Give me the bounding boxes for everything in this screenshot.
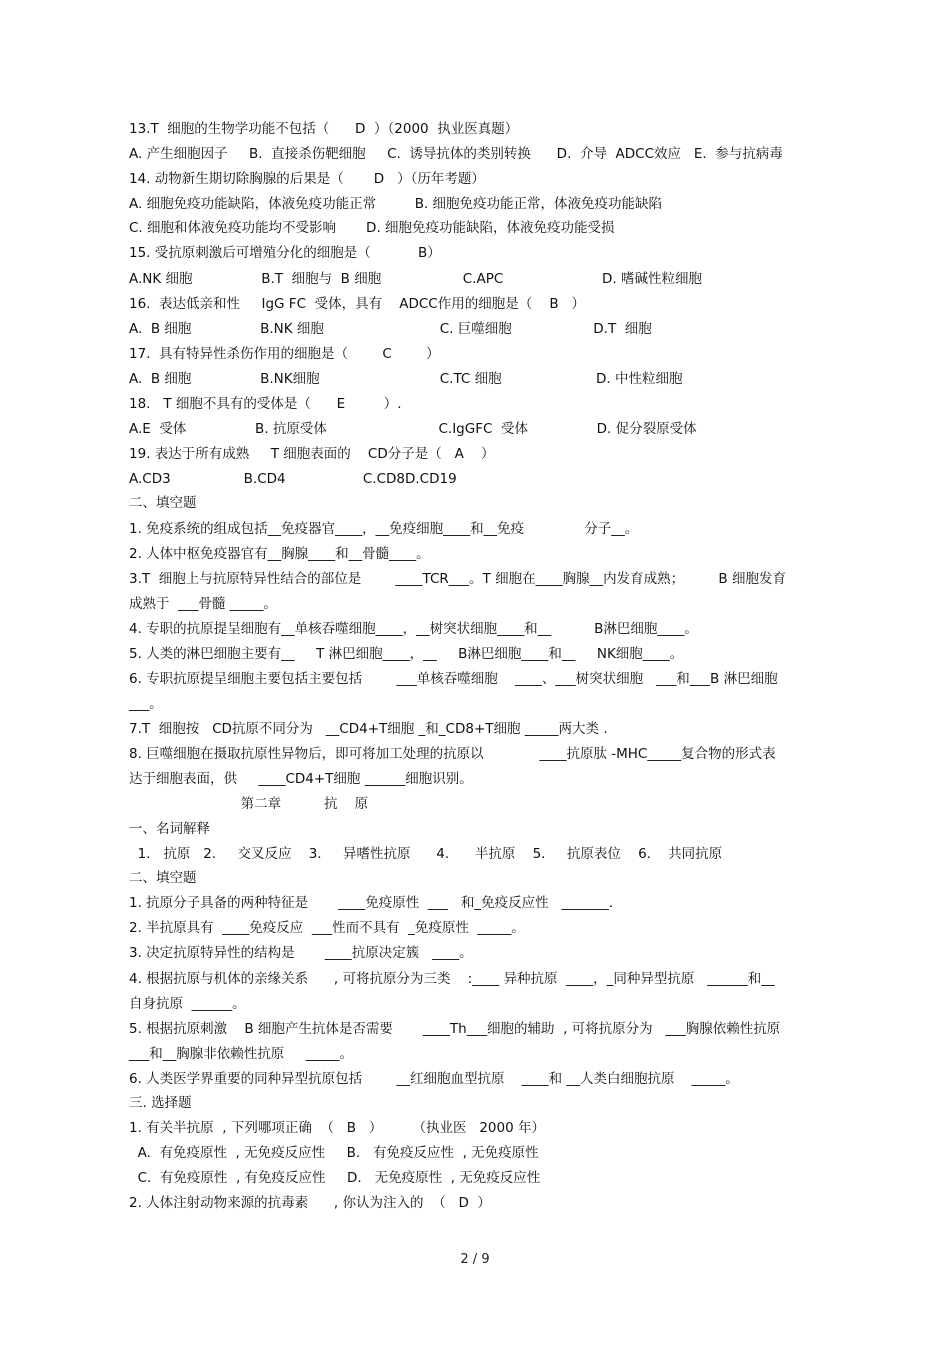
text-line: 14. 动物新生期切除胸腺的后果是（ D ）（历年考题） — [129, 171, 485, 187]
page-number: 2 / 9 — [460, 1252, 490, 1267]
section-heading: 二、填空题 — [129, 495, 197, 511]
section-heading: 一、名词解释 — [129, 821, 210, 837]
text-line: 2. 人体中枢免疫器官有__胸腺____和__骨髓____。 — [129, 546, 430, 562]
text-line: A.CD3 B.CD4 C.CD8D.CD19 — [129, 471, 457, 487]
text-line: A.E 受体 B. 抗原受体 C.IgGFC 受体 D. 促分裂原受体 — [129, 421, 697, 437]
text-line: A. 产生细胞因子 B. 直接杀伤靶细胞 C. 诱导抗体的类别转换 D. 介导 ADCC效应 E. 参与抗病毒 — [129, 146, 783, 162]
text-line: 13.T 细胞的生物学功能不包括（ D ）（2000 执业医真题） — [129, 121, 519, 137]
text-line: 3.T 细胞上与抗原特异性结合的部位是 ____TCR___。T 细胞在____胸腺__内发育成熟； B 细胞发育 — [129, 571, 786, 587]
text-line: C. 细胞和体液免疫功能均不受影响 D. 细胞免疫功能缺陷，体液免疫功能受损 — [129, 220, 615, 236]
text-line: 成熟于 ___骨髓 _____。 — [129, 596, 277, 612]
text-line: A. B 细胞 B.NK细胞 C.TC 细胞 D. 中性粒细胞 — [129, 371, 683, 387]
text-line: 5. 人类的淋巴细胞主要有__ T 淋巴细胞____，__ B淋巴细胞____和__ NK细胞____。 — [129, 646, 684, 662]
text-line: 3. 决定抗原特异性的结构是 ____抗原决定簇 ____。 — [129, 945, 473, 961]
section-heading: 二、填空题 — [129, 870, 197, 886]
text-line: 1. 抗原分子具备的两种特征是 ____免疫原性 ___ 和_免疫反应性 _______. — [129, 895, 614, 911]
text-line: 4. 专职的抗原提呈细胞有__单核吞噬细胞____，__树突状细胞____和__ B淋巴细胞____。 — [129, 621, 698, 637]
text-line: 1. 有关半抗原 , 下列哪项正确 （ B ） （执业医 2000 年） — [129, 1120, 545, 1136]
text-line: ___和__胸腺非依赖性抗原 _____。 — [129, 1046, 353, 1062]
text-line: ___。 — [129, 696, 163, 712]
text-line: 17. 具有特异性杀伤作用的细胞是（ C ） — [129, 346, 440, 362]
text-line: 4. 根据抗原与机体的亲缘关系 , 可将抗原分为三类 :____ 异种抗原 ____，_同种异型抗原 ______和__ — [129, 971, 775, 987]
text-line: A. 细胞免疫功能缺陷，体液免疫功能正常 B. 细胞免疫功能正常，体液免疫功能缺陷 — [129, 196, 663, 212]
text-line: C. 有免疫原性 , 有免疫反应性 D. 无免疫原性 , 无免疫反应性 — [129, 1170, 541, 1186]
text-line: 达于细胞表面，供 ____CD4+T细胞 ______细胞识别。 — [129, 771, 473, 787]
text-line: 5. 根据抗原刺激 B 细胞产生抗体是否需要 ____Th___细胞的辅助 , 可将抗原分为 ___胸腺依赖性抗原 — [129, 1021, 781, 1037]
text-line: 1. 免疫系统的组成包括__免疫器官____，__免疫细胞____和__免疫 分子__。 — [129, 521, 639, 537]
chapter-title: 第二章 抗 原 — [129, 796, 369, 812]
text-line: 15. 受抗原刺激后可增殖分化的细胞是（ B） — [129, 245, 441, 261]
text-line: A. 有免疫原性 , 无免疫反应性 B. 有免疫反应性 , 无免疫原性 — [129, 1145, 539, 1161]
text-line: 6. 人类医学界重要的同种异型抗原包括 __红细胞血型抗原 ____和 __人类白细胞抗原 _____。 — [129, 1071, 739, 1087]
text-line: 8. 巨噬细胞在摄取抗原性异物后，即可将加工处理的抗原以 ____抗原肽 -MHC_____复合物的形式表 — [129, 746, 776, 762]
text-line: 自身抗原 ______。 — [129, 996, 246, 1012]
text-line: 7.T 细胞按 CD抗原不同分为 __CD4+T细胞 _和_CD8+T细胞 _____两大类 . — [129, 721, 608, 737]
text-line: A.NK 细胞 B.T 细胞与 B 细胞 C.APC D. 嗜碱性粒细胞 — [129, 271, 702, 287]
text-line: 2. 半抗原具有 ____免疫反应 ___性而不具有 _免疫原性 _____。 — [129, 920, 525, 936]
text-line: A. B 细胞 B.NK 细胞 C. 巨噬细胞 D.T 细胞 — [129, 321, 652, 337]
text-line: 1. 抗原 2. 交叉反应 3. 异嗜性抗原 4. 半抗原 5. 抗原表位 6. 共同抗原 — [129, 846, 723, 862]
text-line: 18. T 细胞不具有的受体是（ E ）. — [129, 396, 402, 412]
text-line: 2. 人体注射动物来源的抗毒素 , 你认为注入的 （ D ） — [129, 1195, 491, 1211]
section-heading: 三. 选择题 — [129, 1095, 192, 1111]
text-line: 19. 表达于所有成熟 T 细胞表面的 CD分子是（ A ） — [129, 446, 495, 462]
text-line: 6. 专职抗原提呈细胞主要包括主要包括 ___单核吞噬细胞 ____、___树突状细胞 ___和___B 淋巴细胞 — [129, 671, 778, 687]
text-line: 16. 表达低亲和性 IgG FC 受体，具有 ADCC作用的细胞是（ B ） — [129, 296, 586, 312]
